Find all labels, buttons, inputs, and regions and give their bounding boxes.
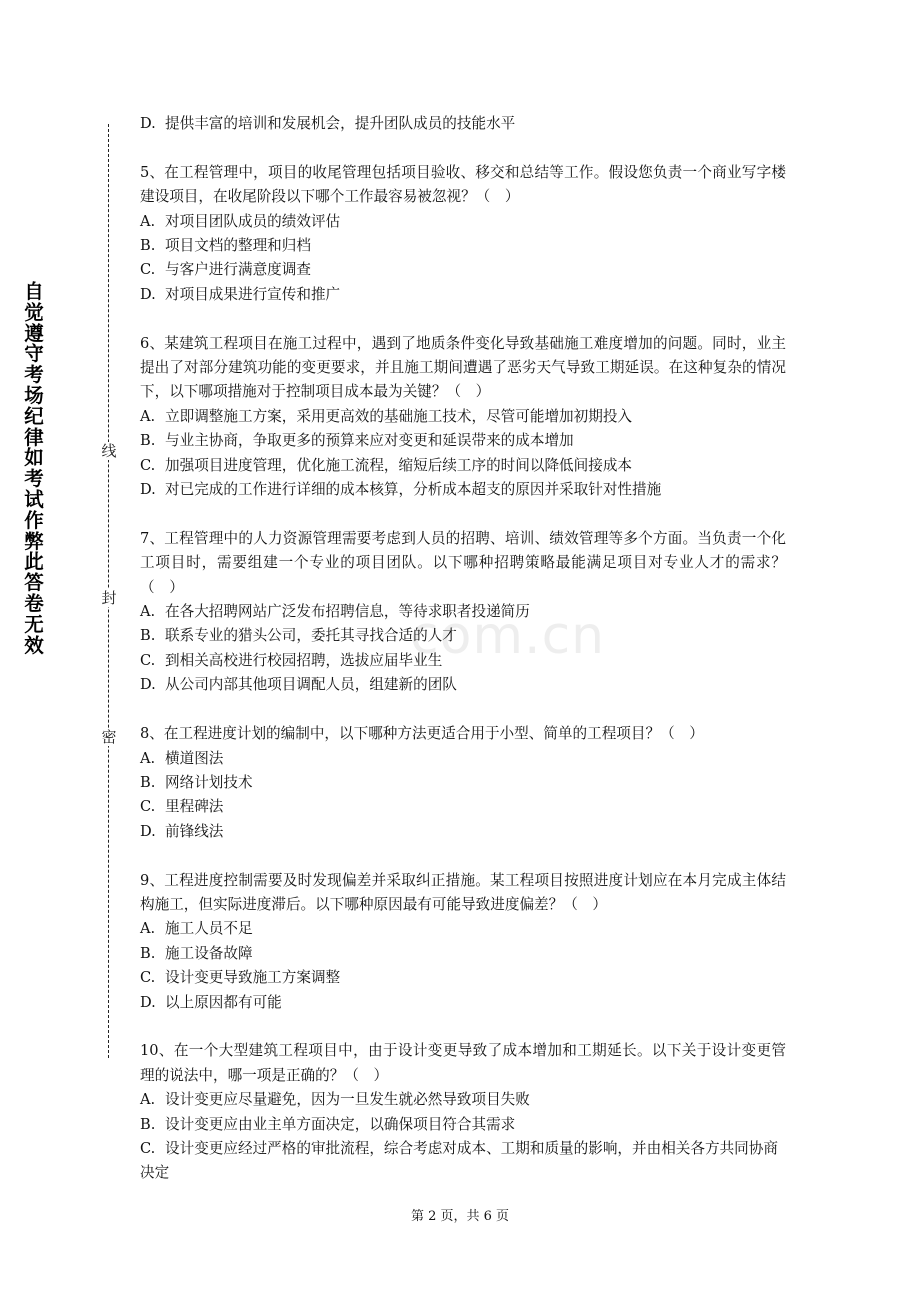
option-text: 里程碑法 — [165, 798, 224, 816]
option-text: 联系专业的猎头公司，委托其寻找合适的人才 — [165, 627, 457, 645]
option-text: 对已完成的工作进行详细的成本核算，分析成本超支的原因并采取针对性措施 — [165, 481, 662, 499]
question-list — [140, 161, 786, 1186]
question-4-tail — [140, 112, 786, 136]
option-item — [140, 1113, 786, 1137]
option-letter: B. — [140, 944, 156, 962]
option-item — [140, 112, 786, 136]
option-text: 提供丰富的培训和发展机会，提升团队成员的技能水平 — [165, 115, 516, 132]
option-item — [140, 991, 786, 1015]
option-item — [140, 747, 786, 771]
option-item — [140, 283, 786, 307]
option-letter: C. — [140, 1139, 156, 1157]
question-stem: 10、在一个大型建筑工程项目中，由于设计变更导致了成本增加和工期延长。以下关于设计变更管理的说法中，哪一项是正确的？（ ） — [140, 1042, 786, 1084]
option-item — [140, 942, 786, 966]
option-letter: C. — [140, 261, 156, 279]
question-stem: 6、某建筑工程项目在施工过程中，遇到了地质条件变化导致基础施工难度增加的问题。同时，业主提出了对部分建筑功能的变更要求，并且施工期间遭遇了恶劣天气导致工期延误。在这种复杂的情况下，以下哪项措施对于控制项目成本最为关键？（ ） — [140, 334, 786, 401]
option-text: 前锋线法 — [165, 822, 224, 840]
option-item — [140, 771, 786, 795]
binding-mark-xian: 线 — [101, 442, 117, 460]
exam-discipline-notice: 自觉遵守考场纪律如考试作弊此答卷无效 — [24, 280, 44, 657]
option-text: 以上原因都有可能 — [165, 993, 282, 1011]
option-item — [140, 210, 786, 234]
option-letter: A. — [140, 1091, 156, 1109]
question-block — [140, 332, 786, 503]
option-letter: D. — [140, 993, 156, 1011]
option-text: 立即调整施工方案，采用更高效的基础施工技术，尽管可能增加初期投入 — [165, 407, 633, 425]
option-item — [140, 600, 786, 624]
option-text: 设计变更应尽量避免，因为一旦发生就必然导致项目失败 — [165, 1091, 530, 1109]
binding-mark-feng: 封 — [101, 589, 117, 607]
option-letter: B. — [140, 627, 156, 645]
question-stem: 5、在工程管理中，项目的收尾管理包括项目验收、移交和总结等工作。假设您负责一个商业写字楼建设项目，在收尾阶段以下哪个工作最容易被忽视？（ ） — [140, 163, 786, 206]
option-item — [140, 795, 786, 819]
question-block — [140, 527, 786, 698]
option-item — [140, 820, 786, 844]
question-stem: 8、在工程进度计划的编制中，以下哪种方法更适合用于小型、简单的工程项目？（ ） — [140, 725, 704, 743]
option-item — [140, 258, 786, 282]
question-stem: 9、工程进度控制需要及时发现偏差并采取纠正措施。某工程项目按照进度计划应在本月完成主体结构施工，但实际进度滞后。以下哪种原因最有可能导致进度偏差？（ ） — [140, 871, 786, 913]
option-letter: D. — [140, 822, 156, 840]
option-text: 在各大招聘网站广泛发布招聘信息，等待求职者投递简历 — [165, 603, 530, 621]
option-item — [140, 478, 786, 502]
option-text: 施工人员不足 — [165, 920, 253, 938]
option-letter: B. — [140, 1115, 156, 1133]
option-item — [140, 234, 786, 258]
question-block — [140, 869, 786, 1015]
option-letter: A. — [140, 212, 156, 230]
option-item — [140, 673, 786, 697]
page-footer: 第 2 页，共 6 页 — [410, 1209, 510, 1224]
option-text: 施工设备故障 — [165, 944, 253, 962]
option-letter: B. — [140, 773, 156, 791]
option-text: 设计变更导致施工方案调整 — [165, 969, 341, 987]
option-letter: C. — [140, 969, 156, 987]
option-letter: A. — [140, 407, 156, 425]
option-text: 对项目团队成员的绩效评估 — [165, 212, 341, 230]
option-item — [140, 649, 786, 673]
option-text: 从公司内部其他项目调配人员，组建新的团队 — [165, 676, 457, 694]
option-text: 与客户进行满意度调查 — [165, 261, 311, 279]
option-item — [140, 405, 786, 429]
binding-mark-mi: 密 — [101, 728, 117, 746]
option-text: 与业主协商，争取更多的预算来应对变更和延误带来的成本增加 — [165, 432, 574, 450]
watermark: com.cn — [410, 606, 606, 666]
option-item — [140, 429, 786, 453]
option-letter: D. — [140, 676, 156, 694]
option-item — [140, 1088, 786, 1112]
option-letter: C. — [140, 456, 156, 474]
option-letter: A. — [140, 603, 156, 621]
option-letter: A. — [140, 749, 156, 767]
option-text: 设计变更应由业主单方面决定，以确保项目符合其需求 — [165, 1115, 516, 1133]
option-letter: D. — [140, 481, 156, 499]
option-text: 横道图法 — [165, 749, 224, 767]
option-item — [140, 966, 786, 990]
option-letter: B. — [140, 432, 156, 450]
option-item — [140, 1137, 786, 1186]
option-letter: D. — [140, 285, 156, 303]
option-item — [140, 917, 786, 941]
option-letter: D. — [140, 115, 156, 132]
option-text: 对项目成果进行宣传和推广 — [165, 285, 341, 303]
question-content — [140, 112, 786, 1210]
question-stem: 7、工程管理中的人力资源管理需要考虑到人员的招聘、培训、绩效管理等多个方面。当负责一个化工项目时，需要组建一个专业的项目团队。以下哪种招聘策略最能满足项目对专业人才的需求？（ ） — [140, 529, 786, 596]
option-letter: C. — [140, 651, 156, 669]
option-text: 网络计划技术 — [165, 773, 253, 791]
question-block — [140, 1039, 786, 1185]
option-text: 设计变更应经过严格的审批流程，综合考虑对成本、工期和质量的影响，并由相关各方共同协商决定 — [140, 1139, 778, 1182]
question-block — [140, 161, 786, 307]
option-text: 加强项目进度管理，优化施工流程，缩短后续工序的时间以降低间接成本 — [165, 456, 633, 474]
option-item — [140, 454, 786, 478]
option-text: 到相关高校进行校园招聘，选拔应届毕业生 — [165, 651, 443, 669]
option-letter: C. — [140, 798, 156, 816]
option-letter: B. — [140, 237, 156, 255]
option-letter: A. — [140, 920, 156, 938]
option-text: 项目文档的整理和归档 — [165, 237, 311, 255]
question-block — [140, 722, 786, 844]
option-item — [140, 624, 786, 648]
